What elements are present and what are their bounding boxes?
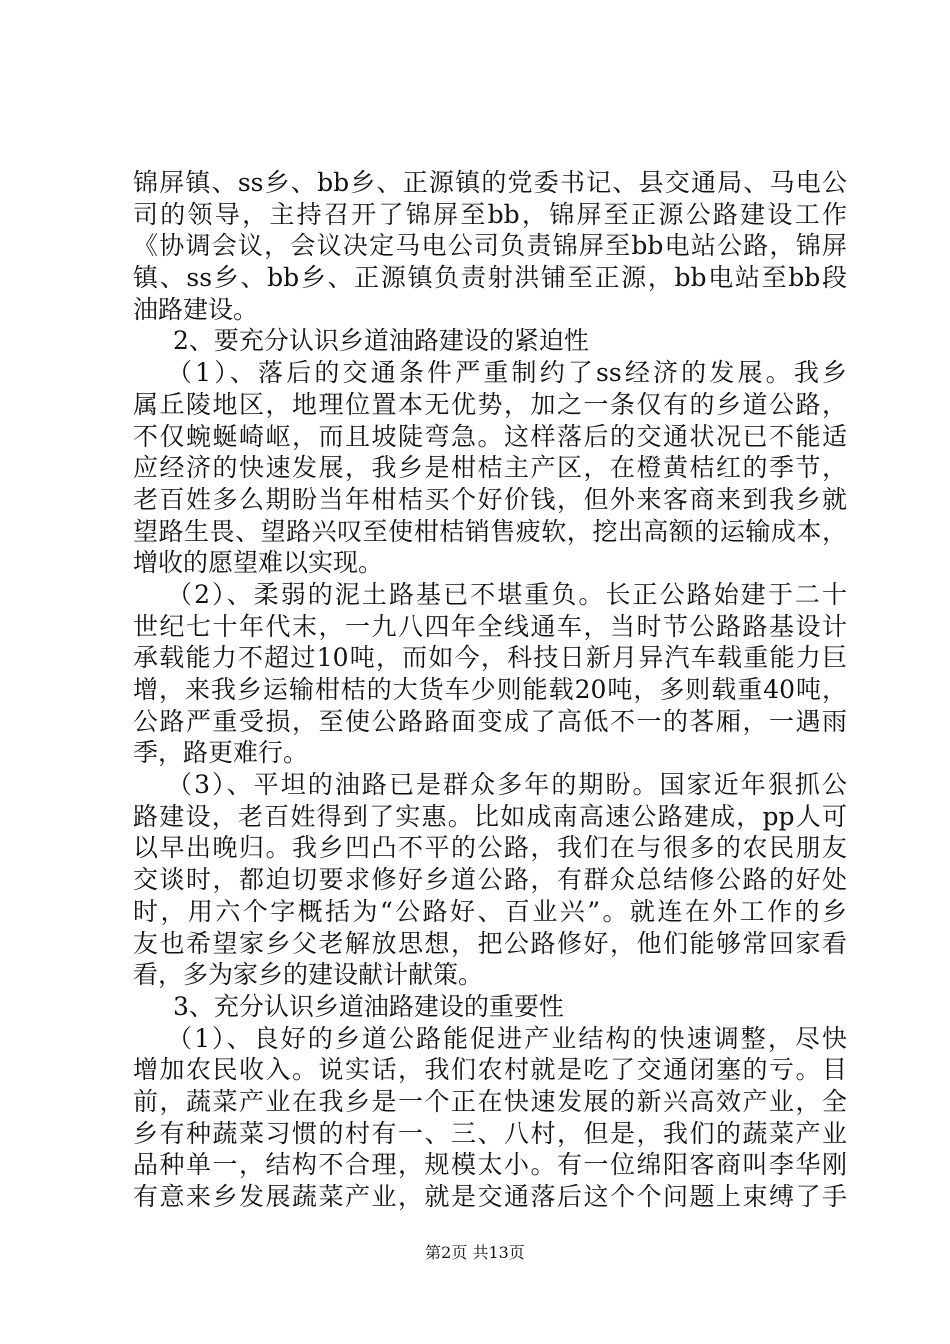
text-line: 公路严重受损，至使公路路面变成了高低不一的茖厢，一遇雨 — [133, 706, 847, 736]
text-line: 看，多为家乡的建设献计献策。 — [133, 960, 484, 990]
text-line: 季，路更难行。 — [133, 738, 309, 768]
text-line: 不仅蜿蜒崎岖，而且坡陡弯急。这样落后的交通状况已不能适 — [133, 421, 847, 451]
text-line: 增收的愿望难以实现。 — [133, 548, 384, 578]
text-line: （1）、良好的乡道公路能促进产业结构的快速调整，尽快 — [167, 1023, 847, 1053]
text-line: 路建设，老百姓得到了实惠。比如成南高速公路建成，pp人可 — [133, 801, 847, 831]
text-line: 司的领导，主持召开了锦屏至bb，锦屏至正源公路建设工作 — [133, 199, 847, 229]
text-line: 交谈时，都迫切要求修好乡道公路，有群众总结修公路的好处 — [133, 865, 847, 895]
text-line: 望路生畏、望路兴叹至使柑桔销售疲软，挖出高额的运输成本， — [133, 516, 847, 546]
text-line: 应经济的快速发展，我乡是柑桔主产区，在橙黄桔红的季节， — [133, 453, 847, 483]
text-line: 增加农民收入。说实话，我们农村就是吃了交通闭塞的亏。目 — [133, 1055, 847, 1085]
text-line: 镇、ss乡、bb乡、正源镇负责射洪铺至正源，bb电站至bb段 — [133, 263, 847, 293]
page-number-footer: 第2页 共13页 — [425, 1243, 525, 1262]
text-line: （1）、落后的交通条件严重制约了ss经济的发展。我乡 — [167, 358, 847, 388]
text-line: 世纪七十年代末，一九八四年全线通车，当时节公路路基设计 — [133, 611, 847, 641]
text-line: 老百姓多么期盼当年柑桔买个好价钱，但外来客商来到我乡就 — [133, 484, 847, 514]
text-line: 增，来我乡运输柑桔的大货车少则能载20吨，多则载重40吨， — [133, 675, 847, 704]
section-heading: 2、要充分认识乡道油路建设的紧迫性 — [173, 326, 589, 356]
section-heading: 3、充分认识乡道油路建设的重要性 — [173, 991, 564, 1021]
text-line: 承载能力不超过10吨，而如今，科技日新月异汽车载重能力巨 — [133, 643, 847, 673]
text-line: 油路建设。 — [133, 294, 259, 324]
text-line: 友也希望家乡父老解放思想，把公路修好，他们能够常回家看 — [133, 928, 847, 958]
text-line: 前，蔬菜产业在我乡是一个正在快速发展的新兴高效产业，全 — [133, 1086, 847, 1116]
text-line: 属丘陵地区，地理位置本无优势，加之一条仅有的乡道公路， — [133, 389, 847, 419]
text-line: 锦屏镇、ss乡、bb乡、正源镇的党委书记、县交通局、马电公 — [133, 168, 847, 197]
text-line: 以早出晚归。我乡凹凸不平的公路，我们在与很多的农民朋友 — [133, 833, 847, 863]
text-line: 《协调会议，会议决定马电公司负责锦屏至bb电站公路，锦屏 — [133, 231, 847, 261]
text-line: 有意来乡发展蔬菜产业，就是交通落后这个个问题上束缚了手 — [133, 1182, 847, 1211]
text-line: （2）、柔弱的泥土路基已不堪重负。长正公路始建于二十 — [167, 579, 847, 609]
text-line: （3）、平坦的油路已是群众多年的期盼。国家近年狠抓公 — [167, 770, 847, 800]
text-line: 品种单一，结构不合理，规模太小。有一位绵阳客商叫李华刚 — [133, 1150, 847, 1180]
document-body — [133, 167, 847, 1213]
text-line: 时，用六个字概括为“公路好、百业兴”。就连在外工作的乡 — [133, 896, 847, 926]
text-line: 乡有种蔬菜习惯的村有一、三、八村，但是，我们的蔬菜产业 — [133, 1118, 847, 1148]
